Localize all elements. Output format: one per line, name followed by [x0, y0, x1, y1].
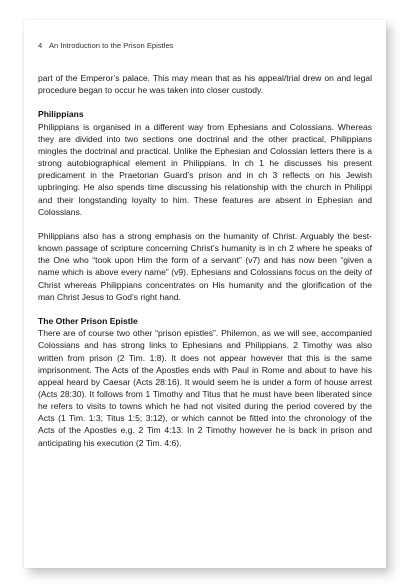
- other-epistle-paragraph: There are of course two other “prison epistles”. Philemon, as we will see, accompanied Colossians and has strong links to Ephesians and Philippians. 2 Timothy was also written from prison (2 Tim. 1:8). It does not appear however that this is the same imprisonment. The Acts of the Apostles ends with Paul in Rome and about to have his appeal heard by Caesar (Acts 28:16). It would seem he is under a form of house arrest (Acts 28:30). It follows from 1 Timothy and Titus that he must have been liberated since he refers to visits to towns which he had not visited during the period covered by the Acts (1 Tim. 1:3; Titus 1:5; 3:12), or which cannot be fitted into the chronology of the Acts of the Apostles e.g. 2 Tim 4:13. In 2 Timothy however he is back in prison and anticipating his execution (2 Tim. 4:6).: [38, 328, 372, 448]
- book-page: [24, 20, 386, 568]
- page-body: [38, 72, 372, 461]
- page-number: 4: [38, 41, 43, 50]
- philippians-paragraph-2: Philippians also has a strong emphasis on the humanity of Christ. Arguably the best-known passage of scripture concerning Christ’s humanity is in ch 2 where he speaks of the One who “took upon Him the form of a servant” (v7) and has now been “given a name which is above every name” (v9). Ephesians and Colossians focus on the deity of Christ whereas Philippians concentrates on His humanity and the glorification of the man Christ Jesus to God’s right hand.: [38, 231, 372, 302]
- intro-paragraph: part of the Emperor’s palace. This may mean that as his appeal/trial drew on and legal procedure began to occur he was taken into closer custody.: [38, 73, 372, 96]
- running-header: [38, 41, 173, 50]
- running-title: An Introduction to the Prison Epistles: [48, 41, 174, 50]
- philippians-paragraph-1: Philippians is organised in a different way from Ephesians and Colossians. Whereas they are divided into two sections one doctrinal and the other practical, Philippians mingles the doctrinal and practical. Unlike the Ephesian and Colossian letters there is a strong autobiographical element in Philippians. In ch 1 he discusses his present predicament in the Praetorian Guard’s prison and in ch 3 reflects on his Jewish upbringing. He also spends time discussing his relationship with the church in Philippi and their longstanding loyalty to him. These features are absent in Ephesian and Colossians.: [38, 121, 372, 217]
- section-heading-philippians: Philippians: [38, 109, 84, 120]
- section-heading-other-prison-epistle: The Other Prison Epistle: [38, 316, 138, 327]
